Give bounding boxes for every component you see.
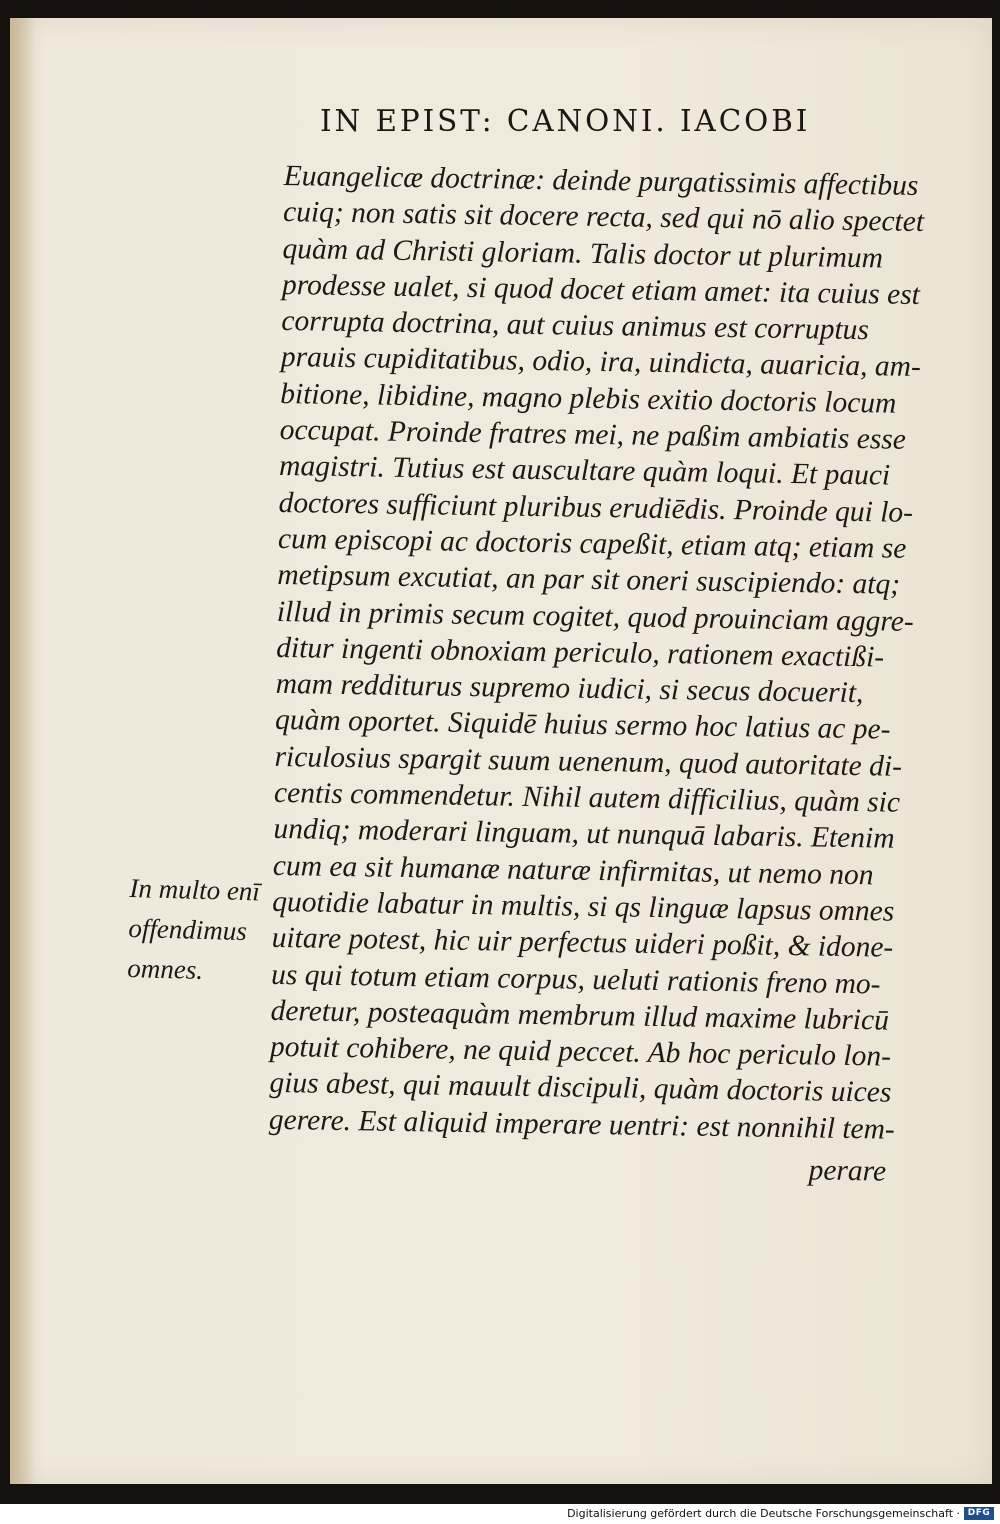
catchword: perare	[808, 1154, 887, 1188]
marginal-note	[127, 868, 270, 992]
text-line: Euangelicæ doctrinæ: deinde purgatissimis affectibus	[283, 159, 919, 202]
text-line: cum ea sit humanæ naturæ infirmitas, ut nemo non	[272, 849, 874, 891]
text-line: cum episcopi ac doctoris capeßit, etiam atq; etiam se	[277, 522, 907, 565]
text-line: deretur, posteaquàm membrum illud maxime lubricū	[270, 994, 890, 1037]
text-line: illud in primis secum cogitet, quod prouinciam aggre‑	[276, 595, 914, 638]
text-line: riculosius spargit suum uenenum, quod autoritate di‑	[274, 740, 903, 783]
text-line: bitione, libidine, magno plebis exitio doctoris locum	[280, 377, 897, 420]
text-line: magistri. Tutius est auscultare quàm loqui. Et pauci	[278, 450, 891, 492]
dfg-logo: DFG	[964, 1507, 994, 1520]
footer-credit: Digitalisierung gefördert durch die Deutsche Forschungsgemeinschaft ·	[567, 1507, 960, 1520]
marginal-line: In multo enī	[129, 872, 261, 907]
text-line: potuit cohibere, ne quid peccet. Ab hoc periculo lon‑	[269, 1031, 892, 1073]
text-line: gerere. Est aliquid imperare uentri: est nonnihil tem‑	[268, 1103, 896, 1146]
text-line: prodesse ualet, si quod docet etiam amet: ita cuius est	[281, 268, 921, 311]
text-line: centis commendetur. Nihil autem difficilius, quàm sic	[273, 776, 901, 819]
marginal-line: offendimus	[128, 912, 248, 947]
footer-bar	[0, 1504, 1000, 1524]
text-line: doctores sufficiunt pluribus erudiēdis. Proinde qui lo‑	[278, 486, 914, 529]
text-line: ditur ingenti obnoxiam periculo, rationem exactißi‑	[276, 631, 885, 674]
text-line: prauis cupiditatibus, odio, ira, uindicta, auaricia, am‑	[280, 341, 922, 384]
body-text	[268, 158, 924, 1190]
text-line: quàm ad Christi gloriam. Talis doctor ut plurimum	[282, 232, 884, 275]
text-line: gius abest, qui mauult discipuli, quàm doctoris uices	[269, 1067, 892, 1110]
text-line: quàm oportet. Siquidē huius sermo hoc latius ac pe‑	[274, 704, 891, 747]
running-header: IN EPIST: CANONI. IACOBI	[320, 104, 811, 139]
text-line: corrupta doctrina, aut cuius animus est corruptus	[281, 305, 870, 347]
text-line: us qui totum etiam corpus, ueluti rationis freno mo‑	[270, 958, 881, 1001]
text-line: undiq; moderari linguam, ut nunquā labaris. Etenim	[273, 813, 895, 856]
text-line: quotidie labatur in multis, si qs linguæ lapsus omnes	[272, 885, 895, 928]
text-line: cuiq; non satis sit docere recta, sed qui nō alio spectet	[282, 196, 925, 239]
text-line: metipsum excutiat, an par sit oneri suscipiendo: atq;	[277, 559, 901, 601]
text-line: mam redditurus supremo iudici, si secus docuerit,	[275, 668, 864, 710]
text-line: occupat. Proinde fratres mei, ne paßim ambiatis esse	[279, 414, 907, 456]
page-gutter	[10, 18, 36, 1484]
marginal-line: omnes.	[126, 952, 204, 985]
text-line: uitare potest, hic uir perfectus uideri poßit, & idone‑	[271, 922, 894, 964]
